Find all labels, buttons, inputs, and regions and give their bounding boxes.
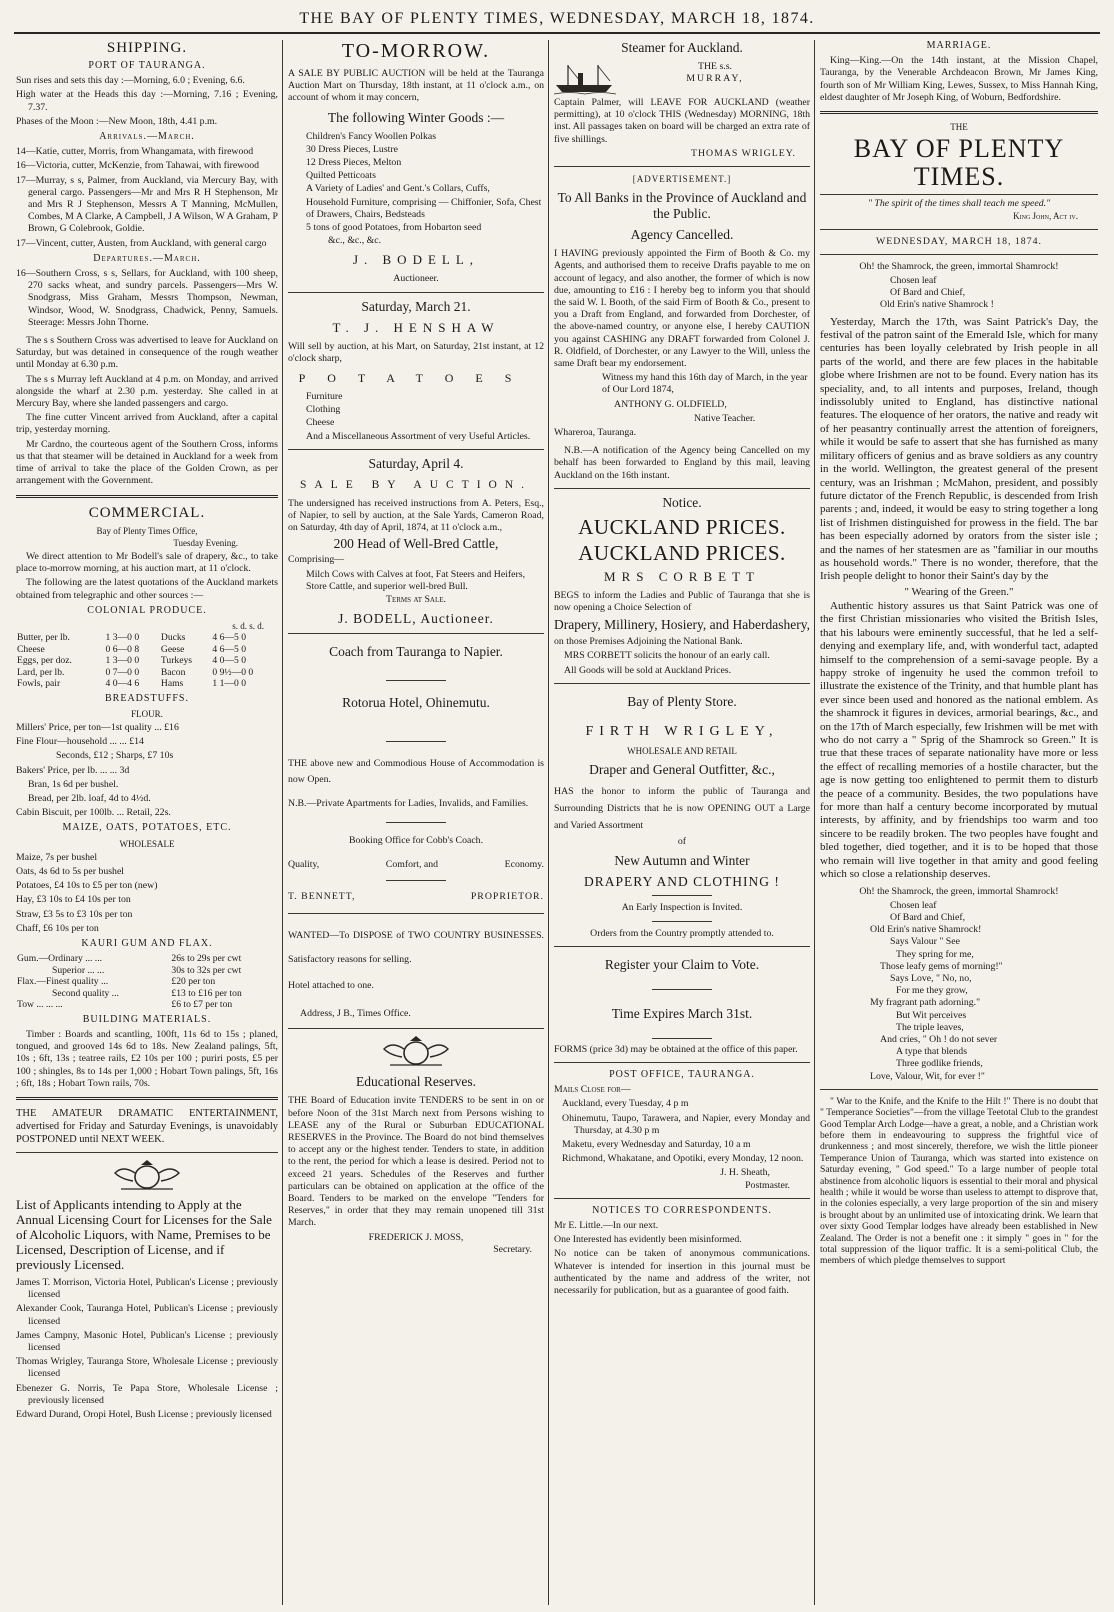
section-divider [554, 1198, 810, 1199]
column-rule [548, 40, 549, 1605]
verse-line: Three godlike friends, [896, 1058, 983, 1070]
table-cell: 0 9½—0 0 [212, 666, 254, 678]
table-cell: Butter, per lb. [17, 632, 70, 644]
educational-text: THE Board of Education invite TENDERS to be sent in on or before Noon of the 31st March next from Persons wishing to LEASE any of the Rural or Suburban EDUCATIONAL RESERVES in the Province. The Board do not bind themselves to accept any or the highest tender. Tenders to state, in addition to the rent, the period for which a lease is desired. Period not to exceed 21 years. Schedules of the Reserves and further particulars can be obtained on application at the office of the Board. Tenders to be marked on the envelope "Tenders for Reserves," in order that they may remain unopened till 31st March. [288, 1095, 544, 1229]
verse-line: Oh! the Shamrock, the green, immortal Shamrock! [859, 885, 1059, 897]
signatory: FREDERICK J. MOSS, [368, 1231, 464, 1243]
table-cell: 0 6—0 8 [105, 643, 140, 655]
table-row [16, 965, 278, 977]
commercial-quotes: The following are the latest quotations of the Auckland markets obtained from telegraphic and other sources :— [16, 577, 278, 601]
verse-line: Love, Valour, Wit, for ever !" [870, 1070, 985, 1082]
table-row [16, 644, 278, 656]
short-rule [652, 1038, 712, 1039]
notice-heading: Notice. [662, 494, 702, 510]
column-3 [554, 40, 810, 1605]
prices-note: All Goods will be sold at Auckland Prices. [564, 664, 732, 676]
signatory-title: Secretary. [493, 1243, 532, 1255]
table-cell: 0 7—0 0 [105, 666, 140, 678]
building-prices: Timber : Boards and scantling, 100ft, 11s 6d to 15s ; planed, tongued, and grooved 14s 6d to 18s. New Zealand palings, 5ft, 10s ; 6ft, 13s ; teatree rails, £2 10s per 100 ; puriri posts, £5 per 100 ; shingles, 8s to 14s per 1,000 ; Hobart Town palings, 5ft, 16s ; 6ft, 18s ; Hobart Town rails, 70s. [16, 1028, 278, 1089]
post-office-heading: POST OFFICE, TAURANGA. [609, 1068, 755, 1080]
mail-entry: Maketu, every Wednesday and Saturday, 10 a m [562, 1138, 751, 1150]
verse-line: For me they grow, [896, 985, 968, 997]
table-row [16, 655, 278, 667]
steamer-text: Captain Palmer, will LEAVE FOR AUCKLAND (weather permitting), at 10 o'clock THIS (Wednesday) MORNING, 18th inst. All passages taken on board will be charged an extra rate of five shillings. [554, 97, 810, 145]
goods-item: Furniture [306, 391, 343, 403]
cattle-heading: 200 Head of Well-Bred Cattle, [333, 536, 499, 552]
royal-arms-icon [376, 1035, 456, 1069]
moon-phase: Phases of the Moon :—New Moon, 18th, 4.41 p.m. [16, 115, 218, 127]
port-heading: PORT OF TAURANGA. [88, 60, 206, 71]
signatory-title: Postmaster. [745, 1179, 790, 1191]
signatory: ANTHONY G. OLDFIELD, [614, 398, 727, 410]
table-cell: 4 0—4 6 [105, 678, 140, 690]
table-cell: Bacon [160, 666, 186, 678]
hotel-note: N.B.—Private Apartments for Ladies, Invalids, and Families. [288, 798, 529, 810]
table-row [16, 667, 278, 679]
short-rule [652, 989, 712, 990]
price-line: Cabin Biscuit, per 100lb. ... Retail, 22s. [16, 807, 171, 819]
high-water: High water at the Heads this day :—Morning, 7.16 ; Evening, 7.37. [16, 89, 278, 113]
quality-word: Economy. [504, 859, 544, 871]
potatoes-heading: POTATOES [298, 371, 534, 386]
section-divider [16, 1152, 278, 1153]
table-row [16, 632, 278, 644]
applicant-entry: Alexander Cook, Tauranga Hotel, Publican's License ; previously licensed [16, 1303, 278, 1327]
shipping-news: Mr Cardno, the courteous agent of the Southern Cross, informs us that that steamer will be detained in Auckland for a week from time of arrival to take the place of the Golden Crown, as per arrangement with the Government. [16, 438, 278, 487]
agency-heading: Agency Cancelled. [630, 227, 734, 243]
orders-text: Orders from the Country promptly attended to. [590, 927, 774, 939]
verse-line: They spring for me, [896, 948, 974, 960]
forms-text: FORMS (price 3d) may be obtained at the office of this paper. [554, 1043, 798, 1055]
wanted-address: Address, J B., Times Office. [300, 1008, 411, 1020]
verse-line: Old Erin's native Shamrock! [870, 924, 982, 936]
draper-heading: Draper and General Outfitter, &c., [589, 762, 775, 778]
goods-item: 5 tons of good Potatoes, from Hobarton seed [306, 222, 482, 234]
commercial-heading: COMMERCIAL. [88, 504, 206, 521]
goods-item: And a Miscellaneous Assortment of very Useful Articles. [306, 430, 531, 442]
table-cell: 4 6—5 0 [212, 643, 246, 655]
proprietor-title: PROPRIETOR. [470, 890, 544, 902]
educational-heading: Educational Reserves. [356, 1074, 476, 1090]
mail-entry: Ohinemutu, Taupo, Tarawera, and Napier, every Monday and Thursday, at 4.30 p m [562, 1112, 810, 1136]
hotel-text: THE above new and Commodious House of Accommodation is now Open. [288, 758, 544, 786]
section-divider [554, 946, 810, 947]
table-cell: Geese [160, 643, 185, 655]
column-2 [288, 40, 544, 1605]
section-divider [288, 449, 544, 450]
maize-heading: MAIZE, OATS, POTATOES, ETC. [62, 822, 232, 834]
signatory: J. H. Sheath, [720, 1167, 770, 1179]
price-line: Millers' Price, per ton—1st quality ... £16 [16, 722, 179, 734]
verse-line: Of Bard and Chief, [890, 287, 966, 299]
location: Whareroa, Tauranga. [554, 427, 637, 439]
short-rule [652, 895, 712, 896]
table-cell: Second quality ... [52, 987, 119, 999]
flour-heading: FLOUR. [131, 708, 163, 719]
table-cell: Superior ... ... [52, 964, 105, 976]
notice-entry: Mr E. Little.—In our next. [554, 1219, 659, 1231]
newspaper-title: BAY OF PLENTY TIMES. [853, 134, 1065, 192]
table-cell: Eggs, per doz. [17, 655, 72, 667]
office-date: Tuesday Evening. [173, 537, 238, 548]
verse-line: Says Valour " See [890, 936, 960, 948]
table-row [16, 678, 278, 690]
colonial-units: s. d. s. d. [232, 620, 264, 631]
column-rule [814, 40, 815, 1605]
table-cell: Tow ... ... ... [17, 999, 63, 1011]
sale-auction-heading: SALE BY AUCTION. [299, 478, 533, 491]
ship-name: MURRAY, [686, 73, 744, 85]
table-cell: 1 3—0 0 [105, 655, 140, 667]
table-cell: 4 6—5 0 [212, 632, 246, 644]
corbett-text: BEGS to inform the Ladies and Public of Tauranga that she is now opening a Choice Selection of [554, 589, 810, 614]
section-divider [288, 1028, 544, 1029]
section-divider [820, 229, 1098, 230]
table-cell: 30s to 32s per cwt [171, 964, 242, 976]
section-divider [16, 495, 278, 498]
section-divider [820, 1089, 1098, 1090]
auckland-prices-heading: AUCKLAND PRICES. [578, 514, 786, 539]
shipping-news: The fine cutter Vincent arrived from Auckland, after a capital trip, yesterday morning. [16, 412, 278, 436]
applicant-entry: Edward Durand, Oropi Hotel, Bush License ; previously licensed [16, 1409, 272, 1421]
commercial-note: We direct attention to Mr Bodell's sale of drapery, &c., to take place to-morrow morning, at his auction mart, at 11 o'clock. [16, 550, 278, 575]
table-row [16, 999, 278, 1011]
wholesale-label: WHOLESALE AND RETAIL [627, 745, 737, 756]
goods-item: 30 Dress Pieces, Lustre [306, 143, 398, 155]
price-line: Fine Flour—household ... ... £14 [16, 736, 144, 748]
verse-line: Chosen leaf [890, 275, 937, 287]
royal-arms-icon [107, 1159, 187, 1193]
short-rule [386, 880, 446, 881]
marriage-heading: MARRIAGE. [926, 40, 992, 51]
issue-date: WEDNESDAY, MARCH 18, 1874. [876, 235, 1042, 247]
mails-label: Mails Close for— [554, 1084, 631, 1096]
agent-name: THOMAS WRIGLEY. [691, 147, 796, 159]
departures-heading: Departures.—March. [93, 252, 201, 264]
wholesale-label: WHOLESALE [119, 838, 175, 849]
autumn-heading: New Autumn and Winter [614, 853, 750, 869]
date-heading: Saturday, April 4. [368, 455, 464, 471]
price-line: Bran, 1s 6d per bushel. [28, 778, 119, 790]
amateur-notice: THE AMATEUR DRAMATIC ENTERTAINMENT, advertised for Friday and Saturday Evenings, is unavoidably POSTPONED until NEXT WEEK. [16, 1108, 278, 1145]
agency-text: I HAVING previously appointed the Firm of Booth & Co. my Agents, and authorised them to receive Drafts payable to me on account of legacy, and also another, the former of which is now due, amounting to £16 : I hereby beg to inform you that should the said W. I. Booth, of the said Firm of Booth & Co., present to you a Draft from England, and forwarded from Dorchester, of the above-named country, or anyone else, I hereby CAUTION you against CASHING any DRAFT forwarded from Colonel J. R. Oldfield, of Dorchester, or any Lawyer to the Will, unless the same Draft bear my endorsement. [554, 248, 810, 370]
table-row [16, 976, 278, 988]
section-divider [554, 1062, 810, 1063]
motto-source: King John, Act iv. [1013, 211, 1078, 222]
price-line: Maize, 7s per bushel [16, 851, 98, 863]
table-cell: 4 0—5 0 [212, 655, 246, 667]
the-ss: THE s.s. [697, 61, 733, 72]
column-1 [16, 40, 278, 1605]
auction-text: Will sell by auction, at his Mart, on Saturday, 21st instant, at 12 o'clock sharp, [288, 340, 544, 364]
verse-line: The triple leaves, [896, 1021, 964, 1033]
price-line: Straw, £3 5s to £3 10s per ton [16, 908, 133, 920]
verse-line: My fragrant path adorning." [870, 997, 981, 1009]
section-divider [288, 633, 544, 634]
winter-goods-heading: The following Winter Goods :— [327, 109, 505, 125]
table-cell: Flax.—Finest quality ... [17, 976, 109, 988]
table-cell: £20 per ton [171, 976, 216, 988]
table-cell: 1 3—0 0 [105, 632, 140, 644]
applicant-entry: James Campny, Masonic Hotel, Publican's License ; previously licensed [16, 1329, 278, 1354]
office-line: Bay of Plenty Times Office, [96, 525, 198, 536]
sun-times: Sun rises and sets this day :—Morning, 6.0 ; Evening, 6.6. [16, 75, 245, 87]
steamer-block [554, 61, 810, 95]
solicits-text: MRS CORBETT solicits the honour of an early call. [564, 650, 770, 662]
expires-heading: Time Expires March 31st. [611, 1005, 753, 1021]
goods-item: &c., &c., &c. [328, 235, 382, 247]
price-line: Potatoes, £4 10s to £5 per ton (new) [16, 880, 158, 892]
agency-note: N.B.—A notification of the Agency being Cancelled on my behalf has been forwarded to England by this mail, leaving Auckland on the 16th instant. [554, 445, 810, 481]
firth-name: FIRTH WRIGLEY, [585, 723, 779, 739]
section-divider [288, 292, 544, 293]
clothing-heading: DRAPERY AND CLOTHING ! [584, 874, 780, 890]
tomorrow-heading: TO-MORROW. [341, 40, 491, 62]
price-line: Seconds, £12 ; Sharps, £7 10s [56, 750, 174, 762]
price-line: Bakers' Price, per lb. ... ... 3d [16, 764, 130, 776]
section-divider [820, 194, 1098, 195]
price-line: Hay, £3 10s to £4 10s per ton [16, 894, 131, 906]
of-word: of [677, 836, 687, 848]
short-rule [652, 921, 712, 922]
table-row [16, 988, 278, 1000]
signatory-title: Native Teacher. [694, 412, 756, 424]
shipping-heading: SHIPPING. [106, 40, 188, 56]
price-line: Chaff, £6 10s per ton [16, 922, 99, 934]
verse-line: But Wit perceives [896, 1009, 967, 1021]
arrival-entry: 17—Vincent, cutter, Austen, from Auckland, with general cargo [16, 237, 267, 249]
applicant-entry: James T. Morrison, Victoria Hotel, Publican's License ; previously licensed [16, 1277, 278, 1301]
notice-entry: No notice can be taken of anonymous communications. Whatever is intended for insertion in this journal must be authenticated by the name and address of the writer, not necessarily for publication, but as a guarantee of good faith. [554, 1248, 810, 1296]
kauri-table [16, 953, 278, 1011]
wanted-hotel: Hotel attached to one. [288, 979, 374, 991]
section-divider [288, 913, 544, 914]
proprietor-line [288, 891, 544, 903]
steamship-icon [554, 61, 616, 95]
quality-line [288, 859, 544, 871]
cattle-details: Milch Cows with Calves at foot, Fat Steers and Heifers, Store Cattle, and superior well-bred Bull. [306, 568, 526, 592]
notices-heading: NOTICES TO CORRESPONDENTS. [592, 1204, 772, 1216]
building-heading: BUILDING MATERIALS. [82, 1013, 212, 1025]
section-divider [16, 1097, 278, 1100]
table-cell: Turkeys [160, 655, 192, 667]
steamer-heading: Steamer for Auckland. [621, 40, 743, 55]
departure-entry: 16—Southern Cross, s s, Sellars, for Auckland, with 100 sheep, 270 sacks wheat, and sundry parcels. Passengers—Mrs W. Snodgrass, Miss Graham, Messrs Thompson, Newman, Windsor, Wood, W. Snodgrass, Chadwick, Penny, Samuels. Steerage: Messrs John Thorne. [16, 268, 278, 328]
shipping-news: The s s Southern Cross was advertised to leave for Auckland on Saturday, but was detained in consequence of the rough weather until Monday at 6.30 p.m. [16, 335, 278, 371]
booking-office: Booking Office for Cobb's Coach. [348, 835, 484, 847]
goods-item: 12 Dress Pieces, Melton [306, 157, 402, 169]
inspection-text: An Early Inspection is Invited. [621, 902, 743, 914]
notice-entry: One Interested has evidently been misinformed. [554, 1234, 742, 1246]
advertisement-label: [ADVERTISEMENT.] [632, 174, 732, 185]
masthead: THE BAY OF PLENTY TIMES, WEDNESDAY, MARCH 18, 1874. [14, 6, 1100, 34]
drapery-heading: Drapery, Millinery, Hosiery, and Haberdashery, [554, 617, 810, 633]
verse-line: A type that blends [896, 1046, 968, 1058]
wanted-notice: WANTED—To DISPOSE of TWO COUNTRY BUSINESSES. Satisfactory reasons for selling. [288, 929, 544, 965]
goods-item: Quilted Petticoats [306, 170, 376, 182]
premises-text: on those Premises Adjoining the National Bank. [554, 636, 743, 648]
table-cell: Hams [160, 678, 184, 690]
proprietor-name: T. BENNETT, [288, 890, 356, 902]
verse-line: Chosen leaf [890, 899, 937, 911]
goods-item: A Variety of Ladies' and Gent.'s Collars, Cuffs, [306, 183, 490, 195]
section-divider [554, 488, 810, 489]
breadstuffs-heading: BREADSTUFFS. [105, 692, 189, 704]
licensing-heading: List of Applicants intending to Apply at the Annual Licensing Court for Licenses for the Sale of Alcoholic Liquors, with Name, Premises to be Licensed, Description of License, and if previously Licensed. [16, 1197, 272, 1272]
store-heading: Bay of Plenty Store. [627, 693, 737, 709]
arrival-entry: 17—Murray, s s, Palmer, from Auckland, via Mercury Bay, with general cargo. Passengers—Mr and Mrs R H Stephenson, Mr and Mrs R J Stephenson, Messrs A T Manning, McMullen, Combes, M A Clarke, A Campbell, J A Wilson, W A Graham, P Brown, G Colebrook, Goldie. [16, 174, 278, 235]
table-cell: £6 to £7 per ton [171, 999, 233, 1011]
date-heading: Saturday, March 21. [361, 298, 471, 314]
corbett-name: MRS CORBETT [604, 568, 760, 584]
applicant-entry: Ebenezer G. Norris, Te Papa Store, Wholesale License ; previously licensed [16, 1382, 278, 1406]
price-line: Oats, 4s 6d to 5s per bushel [16, 866, 125, 878]
verse-line: And cries, " Oh ! do not sever [880, 1033, 998, 1045]
editorial-text: Authentic history assures us that Saint Patrick was one of the first Christian missionaries who visited the British Isles, that his labours were eminently successful, that he led a self-denying and exemplary life, and, with wonderful tact, adapted himself to the comprehension of a semi-savage people. By a happy stroke of ingenuity he used the common trefoil to illustrate the existence of the Trinity, and that humble plant has ever since been used and honored as the national emblem. As the shamrock it figures in devices, armorial bearings, &c., and on the 17th of March especially, few Irishmen will be met with who do not carry a " Sprig of the Shamrock so Green." It is true that these traces of separate nationality have more or less the effect of recalling memories of a hostile character, but the age is now getting too enlightened to permit them to disturb the peace of a community. Besides, the two populations have for more than half a century become incorporated by mutual interests, by affinity, and by friendships too warm and too sincere to be readily broken. The two peoples have fought and bled together, died together, and it is to be hoped that those who remain will live together in that amity and good feeling which so close a relationship deserves. [820, 599, 1098, 881]
wearing-line: " Wearing of the Green." [904, 585, 1014, 598]
register-heading: Register your Claim to Vote. [604, 956, 760, 972]
table-cell: Gum.—Ordinary ... ... [17, 953, 102, 965]
quality-word: Quality, [288, 859, 320, 871]
auctioneer-title: Auctioneer. [393, 273, 439, 285]
verse-line: Old Erin's native Shamrock ! [880, 299, 994, 311]
section-divider [554, 166, 810, 167]
auctioneer-name: J. BODELL, Auctioneer. [338, 611, 494, 627]
verse-line: Says Love, " No, no, [890, 972, 972, 984]
editorial-text: Yesterday, March the 17th, was Saint Patrick's Day, the festival of the patron saint of the Emerald Isle, which for many centuries has been loyally celebrated by Irish people in all parts of the world, and there are few places in the habitable globe where Irishmen are not to be found. Every nation has its speciality, and, to all intents and purposes, Ireland, though indissolubly united to England, has distinctive national features. The eloquence of her orators, the native and ready wit of her peasantry continually arrest the attention of foreigners, while it would be safe to assert that she has furnished as many military officers of genius and as brave soldiers as any country in the world. Wellington, the greatest general of the present century, was an Irishman ; McMahon, president, and possibly future dictator of the French Republic, is descended from Irish parents ; and, indeed, it would be easy to string together a long list of Irishmen distinguished for prowess in the field. The bar has been especially adorned by orators from the sister isle ; and the names of her statesmen are as "familiar in our mouths as household words." There is no wonder, therefore, that the Irish people delight to honor their Saint's day by the [820, 315, 1098, 583]
section-divider [820, 111, 1098, 114]
sale-intro: A SALE BY PUBLIC AUCTION will be held at the Tauranga Auction Mart on Thursday, 18th instant, at 11 o'clock a.m., on account of whom it may concern, [288, 68, 544, 104]
verse-line: Of Bard and Chief, [890, 911, 966, 923]
marriage-notice: King—King.—On the 14th instant, at the Mission Chapel, Tauranga, by the Venerable Archdeacon Brown, Mr James King, fourth son of Mr William King, Lewes, Sussex, to Miss Hannah King, eldest daughter of Mr Joseph King, of Woburn, Bedfordshire. [820, 55, 1098, 103]
auction-text: The undersigned has received instructions from A. Peters, Esq., of Napier, to sell by auction, at the Sale Yards, Cameron Road, on Saturday, 4th day of April, 1874, at 11 o'clock a.m., [288, 497, 544, 534]
goods-item: Cheese [306, 417, 335, 429]
table-cell: £13 to £16 per ton [171, 987, 242, 999]
rotorua-heading: Rotorua Hotel, Ohinemutu. [342, 695, 490, 711]
verse-line: Those leafy gems of morning!" [880, 960, 1003, 972]
quality-word: Comfort, and [385, 859, 439, 871]
table-cell: 1 1—0 0 [212, 678, 246, 690]
kauri-heading: KAURI GUM AND FLAX. [81, 938, 213, 950]
table-cell: Ducks [160, 632, 186, 644]
short-rule [386, 680, 446, 681]
motto: " The spirit of the times shall teach me speed." [867, 198, 1051, 210]
temperance-article: " War to the Knife, and the Knife to the Hilt !" There is no doubt that " Temperance Societies"—from the village Teetotal Club to the grandest Good Templar Arch Lodge—have a great, a noble, and a Christian work before them in endeavouring to suppress the frightful vice of drunkenness ; and most sincerely, therefore, we wish the little pioneer Temperance Union of Tauranga, which was started into existence on Saturday evening, " God speed." To a large number of people total abstinence from alcoholic liquors is essential to their moral and physical health ; while it would be worse than useless to attempt to disprove that, in the colonies especially, a very large proportion of the sin and misery is brought about by an unlimited use of intoxicating drink. We learn that over sixty Good Templar lodges have already been established in New Zealand. The Order is not a benefit one : it simply " goes in " for the total suppression of the liquor traffic. It is a semi-political Club, the members of which pledge themselves to support [820, 1095, 1098, 1267]
terms-label: Terms at Sale. [385, 594, 446, 606]
short-rule [386, 741, 446, 742]
coach-heading: Coach from Tauranga to Napier. [329, 644, 503, 660]
mail-entry: Richmond, Whakatane, and Opotiki, every Monday, 12 noon. [562, 1153, 804, 1165]
title-the: THE [950, 122, 968, 133]
arrival-entry: 16—Victoria, cutter, McKenzie, from Tahawai, with firewood [16, 160, 259, 172]
short-rule [386, 822, 446, 823]
colonial-table [16, 632, 278, 690]
section-divider [554, 683, 810, 684]
column-rule [282, 40, 283, 1605]
auctioneer-name: J. BODELL, [352, 252, 480, 268]
colonial-heading: COLONIAL PRODUCE. [87, 604, 207, 616]
auckland-prices-heading: AUCKLAND PRICES. [578, 540, 786, 565]
mail-entry: Auckland, every Tuesday, 4 p m [562, 1098, 689, 1110]
table-row [16, 953, 278, 965]
column-4 [820, 40, 1098, 1605]
store-text: HAS the honor to inform the public of Tauranga and Surrounding Districts that he is now OPENING OUT a Large and Varied Assortment [554, 786, 810, 832]
auctioneer-name: T. J. HENSHAW [332, 319, 500, 335]
shipping-news: The s s Murray left Auckland at 4 p.m. on Monday, and arrived alongside the wharf at 2.30 p.m. yesterday. She called in at Mercury Bay, where she landed passengers and cargo. [16, 373, 278, 410]
table-cell: Lard, per lb. [17, 666, 65, 678]
comprising-label: Comprising— [288, 554, 345, 566]
section-divider [820, 254, 1098, 255]
witness-text: Witness my hand this 16th day of March, in the year of Our Lord 1874, [602, 372, 808, 396]
table-cell: 26s to 29s per cwt [171, 953, 242, 965]
verse-line: Oh! the Shamrock, the green, immortal Shamrock! [859, 260, 1059, 272]
goods-item: Clothing [306, 404, 341, 416]
goods-item: Household Furniture, comprising — Chiffonier, Sofa, Chest of Drawers, Chairs, Bedsteads [306, 196, 542, 220]
table-cell: Fowls, pair [17, 678, 61, 690]
arrival-entry: 14—Katie, cutter, Morris, from Whangamata, with firewood [16, 146, 254, 158]
applicant-entry: Thomas Wrigley, Tauranga Store, Wholesale License ; previously licensed [16, 1356, 278, 1380]
price-line: Bread, per 2lb. loaf, 4d to 4½d. [28, 793, 151, 805]
arrivals-heading: Arrivals.—March. [99, 131, 195, 143]
goods-item: Children's Fancy Woollen Polkas [306, 130, 437, 142]
table-cell: Cheese [17, 643, 45, 655]
banks-heading: To All Banks in the Province of Auckland and the Public. [557, 190, 807, 222]
